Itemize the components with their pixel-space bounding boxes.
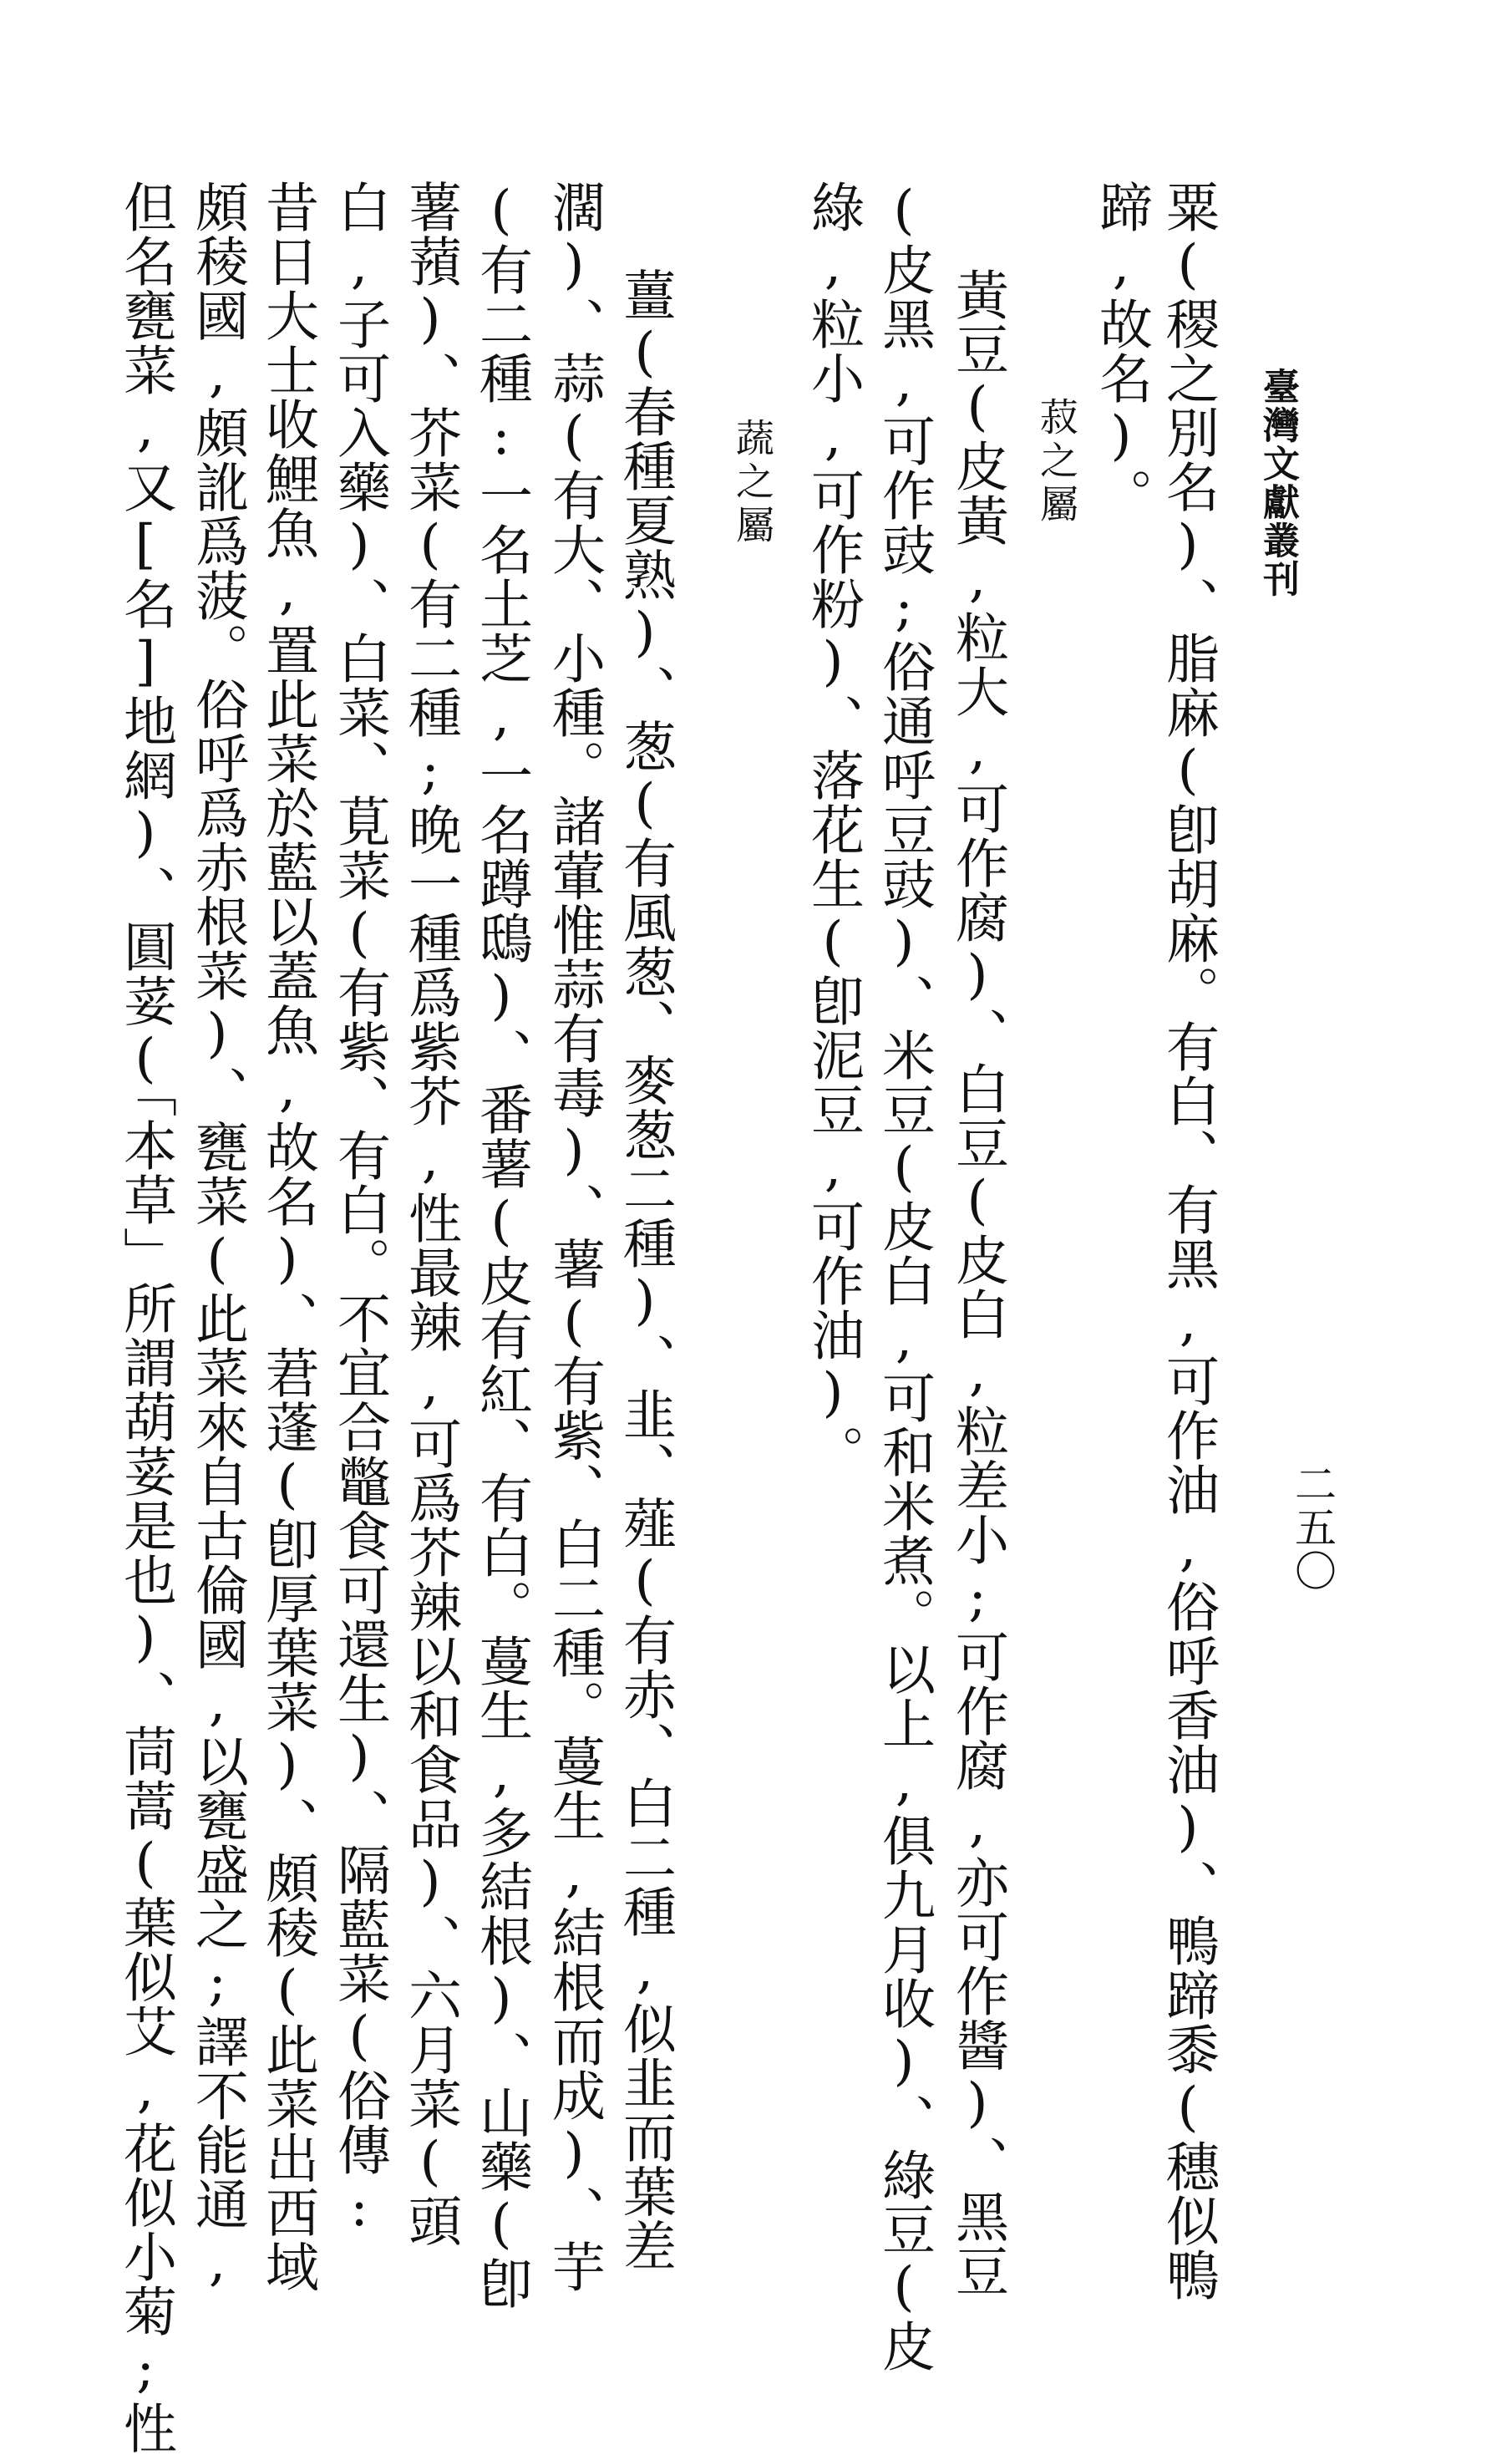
text-column: 白,子可入藥)、白菜、莧菜(有紫、有白。不宜合鼈食可還生)、隔藍菜(俗傳: [328,180,390,2239]
text-column: 昔日大士收鯉魚,置此菜於藍以蓋魚,故名)、莙蓬(卽厚葉菜)、頗稜(此菜出西域 [256,180,318,2294]
section-heading-vegetables: 蔬之屬 [730,418,775,548]
text-column: (有二種:一名土芝,一名蹲鴟)、番薯(皮有紅、有白。蔓生,多結根)、山藥(卽 [470,180,532,2310]
text-column: 濶)、蒜(有大、小種。諸葷惟蒜有毒)、薯(有紫、白二種。蔓生,結根而成)、芋 [543,180,605,2294]
text-column: 薑(春種夏熟)、葱(有風葱、麥葱二種)、韭、薤(有赤、白二種,似韭而葉差 [614,267,676,2273]
text-column: 粟(稷之別名)、脂麻(卽胡麻。有白、有黑,可作油,俗呼香油)、鴨蹄黍(穗似鴨 [1157,180,1219,2302]
text-column: 但名甕菜,又[名]地網)、圓荽(「本草」所謂葫荽是也)、茼蒿(葉似艾,花似小菊;性 [114,180,176,2455]
text-column: (皮黑,可作豉;俗通呼豆豉)、米豆(皮白,可和米煮。以上,俱九月收)、綠豆(皮 [873,180,935,2373]
running-header-title: 臺灣文獻叢刊 [1256,368,1299,598]
text-column: 黃豆(皮黃,粒大,可作腐)、白豆(皮白,粒差小;可作腐,亦可作醬)、黑豆 [946,267,1008,2298]
text-column: 薯蕷)、芥菜(有二種;晚一種爲紫芥,性最辣,可爲芥辣以和食品)、六月菜(頭 [399,180,461,2248]
page-number: 二五〇 [1288,1462,1337,1593]
text-column: 綠,粒小,可作粉)、落花生(卽泥豆,可作油)。 [802,180,864,1479]
text-column: 蹄,故名)。 [1090,180,1152,522]
section-heading-beans: 菽之屬 [1034,397,1079,527]
text-column: 頗稜國,頗訛爲菠。俗呼爲赤根菜)、甕菜(此菜來自古倫國,以甕盛之;譯不能通, [186,180,248,2294]
